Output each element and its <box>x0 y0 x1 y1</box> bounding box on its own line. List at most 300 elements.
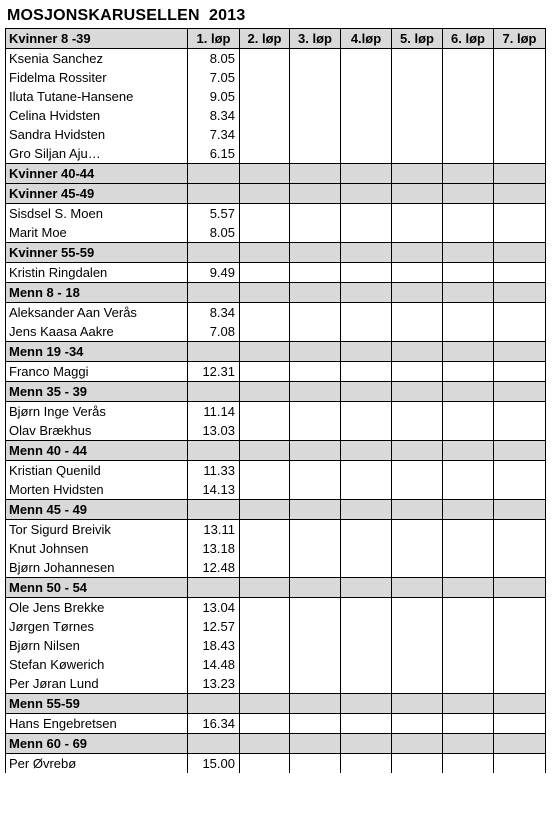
group-header-row <box>6 382 546 402</box>
group-header-cell <box>290 243 341 263</box>
group-header-cell <box>290 283 341 303</box>
table-row <box>6 421 546 441</box>
empty-time-cell <box>240 754 290 774</box>
empty-time-cell <box>290 144 341 164</box>
empty-time-cell <box>494 49 546 69</box>
column-header: 7. løp <box>494 29 546 49</box>
group-header-cell <box>443 734 494 754</box>
group-header-cell <box>341 164 392 184</box>
group-header-cell <box>392 164 443 184</box>
empty-time-cell <box>341 754 392 774</box>
empty-time-cell <box>392 402 443 422</box>
empty-time-cell <box>392 598 443 618</box>
group-header-cell <box>443 164 494 184</box>
group-header-cell <box>290 578 341 598</box>
group-header-row <box>6 342 546 362</box>
group-header-cell <box>188 578 240 598</box>
participant-name: Bjørn Inge Verås <box>6 402 188 422</box>
table-row <box>6 362 546 382</box>
group-header-cell <box>290 164 341 184</box>
empty-time-cell <box>240 322 290 342</box>
race-time: 7.08 <box>188 322 240 342</box>
race-time: 14.13 <box>188 480 240 500</box>
empty-time-cell <box>240 714 290 734</box>
column-header: 4.løp <box>341 29 392 49</box>
table-row <box>6 461 546 481</box>
participant-name: Per Jøran Lund <box>6 674 188 694</box>
group-label: Menn 40 - 44 <box>6 441 188 461</box>
race-time: 11.33 <box>188 461 240 481</box>
group-label: Kvinner 8 -39 <box>6 29 188 49</box>
empty-time-cell <box>494 106 546 125</box>
table-row <box>6 223 546 243</box>
table-row <box>6 322 546 342</box>
table-row <box>6 520 546 540</box>
empty-time-cell <box>240 362 290 382</box>
empty-time-cell <box>341 674 392 694</box>
empty-time-cell <box>341 402 392 422</box>
empty-time-cell <box>341 223 392 243</box>
empty-time-cell <box>341 655 392 674</box>
participant-name: Iluta Tutane-Hansene <box>6 87 188 106</box>
race-time: 12.48 <box>188 558 240 578</box>
table-row <box>6 263 546 283</box>
group-header-cell <box>392 184 443 204</box>
group-header-cell <box>392 500 443 520</box>
empty-time-cell <box>443 558 494 578</box>
group-header-cell <box>341 283 392 303</box>
group-label: Menn 19 -34 <box>6 342 188 362</box>
group-header-cell <box>443 382 494 402</box>
empty-time-cell <box>290 322 341 342</box>
race-time: 13.18 <box>188 539 240 558</box>
empty-time-cell <box>494 204 546 224</box>
empty-time-cell <box>290 402 341 422</box>
results-table-body <box>6 29 546 774</box>
participant-name: Marit Moe <box>6 223 188 243</box>
participant-name: Ole Jens Brekke <box>6 598 188 618</box>
empty-time-cell <box>494 303 546 323</box>
group-label: Menn 55-59 <box>6 694 188 714</box>
empty-time-cell <box>494 714 546 734</box>
empty-time-cell <box>443 322 494 342</box>
column-header: 5. løp <box>392 29 443 49</box>
empty-time-cell <box>240 68 290 87</box>
group-header-cell <box>494 441 546 461</box>
participant-name: Fidelma Rossiter <box>6 68 188 87</box>
empty-time-cell <box>240 674 290 694</box>
empty-time-cell <box>392 87 443 106</box>
empty-time-cell <box>341 87 392 106</box>
empty-time-cell <box>392 303 443 323</box>
group-header-cell <box>392 694 443 714</box>
group-header-cell <box>240 382 290 402</box>
empty-time-cell <box>494 558 546 578</box>
empty-time-cell <box>494 87 546 106</box>
empty-time-cell <box>392 617 443 636</box>
empty-time-cell <box>341 520 392 540</box>
group-header-cell <box>240 184 290 204</box>
empty-time-cell <box>443 362 494 382</box>
group-header-cell <box>240 342 290 362</box>
table-row <box>6 636 546 655</box>
group-header-cell <box>188 441 240 461</box>
group-header-cell <box>341 184 392 204</box>
group-header-cell <box>443 243 494 263</box>
empty-time-cell <box>290 480 341 500</box>
empty-time-cell <box>240 617 290 636</box>
race-time: 7.34 <box>188 125 240 144</box>
group-header-cell <box>443 283 494 303</box>
empty-time-cell <box>443 480 494 500</box>
empty-time-cell <box>494 144 546 164</box>
empty-time-cell <box>290 754 341 774</box>
empty-time-cell <box>443 144 494 164</box>
group-header-row <box>6 694 546 714</box>
group-header-cell <box>341 382 392 402</box>
empty-time-cell <box>240 598 290 618</box>
group-header-cell <box>240 164 290 184</box>
group-header-row <box>6 578 546 598</box>
empty-time-cell <box>240 303 290 323</box>
empty-time-cell <box>341 480 392 500</box>
empty-time-cell <box>392 144 443 164</box>
empty-time-cell <box>443 520 494 540</box>
group-label: Menn 35 - 39 <box>6 382 188 402</box>
participant-name: Gro Siljan Aju… <box>6 144 188 164</box>
empty-time-cell <box>494 461 546 481</box>
empty-time-cell <box>240 655 290 674</box>
participant-name: Sisdsel S. Moen <box>6 204 188 224</box>
empty-time-cell <box>443 87 494 106</box>
race-time: 8.05 <box>188 223 240 243</box>
empty-time-cell <box>494 125 546 144</box>
table-row <box>6 125 546 144</box>
participant-name: Knut Johnsen <box>6 539 188 558</box>
empty-time-cell <box>240 223 290 243</box>
table-row <box>6 144 546 164</box>
empty-time-cell <box>443 636 494 655</box>
participant-name: Bjørn Nilsen <box>6 636 188 655</box>
results-table <box>5 28 546 773</box>
race-time: 7.05 <box>188 68 240 87</box>
empty-time-cell <box>240 520 290 540</box>
participant-name: Morten Hvidsten <box>6 480 188 500</box>
empty-time-cell <box>392 68 443 87</box>
race-time: 12.57 <box>188 617 240 636</box>
group-header-cell <box>494 500 546 520</box>
participant-name: Kristian Quenild <box>6 461 188 481</box>
page-title: MOSJONSKARUSELLEN 2013 <box>7 7 246 24</box>
table-row <box>6 49 546 69</box>
group-header-cell <box>443 500 494 520</box>
race-time: 8.05 <box>188 49 240 69</box>
table-row <box>6 68 546 87</box>
empty-time-cell <box>290 617 341 636</box>
empty-time-cell <box>392 754 443 774</box>
column-header: 6. løp <box>443 29 494 49</box>
race-time: 5.57 <box>188 204 240 224</box>
group-header-cell <box>188 734 240 754</box>
group-header-cell <box>443 578 494 598</box>
group-label: Kvinner 55-59 <box>6 243 188 263</box>
participant-name: Jens Kaasa Aakre <box>6 322 188 342</box>
group-header-cell <box>290 734 341 754</box>
group-header-cell <box>240 500 290 520</box>
empty-time-cell <box>290 223 341 243</box>
empty-time-cell <box>392 204 443 224</box>
empty-time-cell <box>240 106 290 125</box>
column-header: 3. løp <box>290 29 341 49</box>
table-row <box>6 655 546 674</box>
participant-name: Kristin Ringdalen <box>6 263 188 283</box>
group-header-row <box>6 734 546 754</box>
table-row <box>6 598 546 618</box>
empty-time-cell <box>392 106 443 125</box>
table-row <box>6 480 546 500</box>
empty-time-cell <box>290 714 341 734</box>
group-header-cell <box>392 578 443 598</box>
group-header-cell <box>341 734 392 754</box>
group-header-cell <box>392 243 443 263</box>
group-header-cell <box>188 283 240 303</box>
group-header-cell <box>188 694 240 714</box>
empty-time-cell <box>290 461 341 481</box>
empty-time-cell <box>240 421 290 441</box>
empty-time-cell <box>341 636 392 655</box>
empty-time-cell <box>290 598 341 618</box>
empty-time-cell <box>494 598 546 618</box>
race-time: 15.00 <box>188 754 240 774</box>
participant-name: Ksenia Sanchez <box>6 49 188 69</box>
empty-time-cell <box>240 636 290 655</box>
empty-time-cell <box>240 49 290 69</box>
empty-time-cell <box>290 106 341 125</box>
empty-time-cell <box>290 303 341 323</box>
empty-time-cell <box>290 539 341 558</box>
empty-time-cell <box>392 480 443 500</box>
empty-time-cell <box>443 204 494 224</box>
empty-time-cell <box>443 402 494 422</box>
empty-time-cell <box>392 125 443 144</box>
race-time: 9.49 <box>188 263 240 283</box>
empty-time-cell <box>443 655 494 674</box>
group-header-cell <box>443 342 494 362</box>
participant-name: Franco Maggi <box>6 362 188 382</box>
empty-time-cell <box>240 125 290 144</box>
empty-time-cell <box>290 674 341 694</box>
group-header-cell <box>240 441 290 461</box>
empty-time-cell <box>341 421 392 441</box>
group-header-cell <box>341 243 392 263</box>
participant-name: Sandra Hvidsten <box>6 125 188 144</box>
empty-time-cell <box>290 655 341 674</box>
empty-time-cell <box>494 421 546 441</box>
empty-time-cell <box>240 558 290 578</box>
empty-time-cell <box>443 68 494 87</box>
empty-time-cell <box>240 480 290 500</box>
empty-time-cell <box>341 461 392 481</box>
empty-time-cell <box>392 539 443 558</box>
empty-time-cell <box>392 49 443 69</box>
group-label: Menn 50 - 54 <box>6 578 188 598</box>
empty-time-cell <box>494 480 546 500</box>
table-header-row <box>6 29 546 49</box>
race-time: 9.05 <box>188 87 240 106</box>
group-header-cell <box>341 500 392 520</box>
group-header-cell <box>494 382 546 402</box>
empty-time-cell <box>494 68 546 87</box>
race-time: 18.43 <box>188 636 240 655</box>
empty-time-cell <box>494 636 546 655</box>
participant-name: Per Øvrebø <box>6 754 188 774</box>
group-header-cell <box>240 578 290 598</box>
empty-time-cell <box>494 655 546 674</box>
empty-time-cell <box>341 49 392 69</box>
group-header-row <box>6 164 546 184</box>
empty-time-cell <box>494 322 546 342</box>
group-header-cell <box>188 342 240 362</box>
empty-time-cell <box>392 362 443 382</box>
empty-time-cell <box>392 674 443 694</box>
table-row <box>6 539 546 558</box>
empty-time-cell <box>494 539 546 558</box>
group-header-cell <box>443 441 494 461</box>
participant-name: Olav Brækhus <box>6 421 188 441</box>
participant-name: Celina Hvidsten <box>6 106 188 125</box>
group-header-cell <box>240 734 290 754</box>
group-header-cell <box>494 342 546 362</box>
race-time: 14.48 <box>188 655 240 674</box>
group-header-cell <box>188 500 240 520</box>
group-header-row <box>6 184 546 204</box>
group-header-row <box>6 500 546 520</box>
group-header-cell <box>392 283 443 303</box>
empty-time-cell <box>240 144 290 164</box>
empty-time-cell <box>341 303 392 323</box>
group-header-cell <box>392 342 443 362</box>
participant-name: Aleksander Aan Verås <box>6 303 188 323</box>
empty-time-cell <box>443 303 494 323</box>
empty-time-cell <box>341 558 392 578</box>
group-header-cell <box>494 164 546 184</box>
empty-time-cell <box>443 539 494 558</box>
empty-time-cell <box>341 125 392 144</box>
column-header: 1. løp <box>188 29 240 49</box>
group-header-cell <box>290 342 341 362</box>
group-header-cell <box>494 243 546 263</box>
participant-name: Jørgen Tørnes <box>6 617 188 636</box>
empty-time-cell <box>341 598 392 618</box>
table-row <box>6 303 546 323</box>
participant-name: Hans Engebretsen <box>6 714 188 734</box>
empty-time-cell <box>240 204 290 224</box>
empty-time-cell <box>443 49 494 69</box>
group-header-cell <box>494 184 546 204</box>
group-header-cell <box>341 441 392 461</box>
empty-time-cell <box>341 204 392 224</box>
race-time: 8.34 <box>188 303 240 323</box>
empty-time-cell <box>443 754 494 774</box>
group-header-cell <box>290 184 341 204</box>
table-row <box>6 674 546 694</box>
table-row <box>6 402 546 422</box>
empty-time-cell <box>443 263 494 283</box>
group-header-row <box>6 283 546 303</box>
empty-time-cell <box>341 617 392 636</box>
empty-time-cell <box>392 636 443 655</box>
group-header-cell <box>392 734 443 754</box>
empty-time-cell <box>240 402 290 422</box>
empty-time-cell <box>392 223 443 243</box>
empty-time-cell <box>341 322 392 342</box>
empty-time-cell <box>290 68 341 87</box>
empty-time-cell <box>341 263 392 283</box>
race-time: 6.15 <box>188 144 240 164</box>
empty-time-cell <box>494 362 546 382</box>
empty-time-cell <box>392 655 443 674</box>
empty-time-cell <box>240 263 290 283</box>
group-header-cell <box>341 694 392 714</box>
group-header-cell <box>341 578 392 598</box>
participant-name: Tor Sigurd Breivik <box>6 520 188 540</box>
race-time: 11.14 <box>188 402 240 422</box>
group-header-cell <box>392 441 443 461</box>
group-header-cell <box>341 342 392 362</box>
empty-time-cell <box>392 322 443 342</box>
table-row <box>6 87 546 106</box>
empty-time-cell <box>443 421 494 441</box>
empty-time-cell <box>290 421 341 441</box>
empty-time-cell <box>392 461 443 481</box>
empty-time-cell <box>443 674 494 694</box>
race-time: 13.23 <box>188 674 240 694</box>
participant-name: Bjørn Johannesen <box>6 558 188 578</box>
group-header-cell <box>188 184 240 204</box>
empty-time-cell <box>290 263 341 283</box>
empty-time-cell <box>392 714 443 734</box>
group-header-cell <box>494 734 546 754</box>
participant-name: Stefan Køwerich <box>6 655 188 674</box>
empty-time-cell <box>341 539 392 558</box>
table-row <box>6 106 546 125</box>
empty-time-cell <box>341 714 392 734</box>
empty-time-cell <box>494 674 546 694</box>
group-header-cell <box>188 243 240 263</box>
group-label: Kvinner 40-44 <box>6 164 188 184</box>
group-label: Menn 8 - 18 <box>6 283 188 303</box>
empty-time-cell <box>240 461 290 481</box>
group-header-cell <box>188 382 240 402</box>
empty-time-cell <box>443 125 494 144</box>
table-row <box>6 204 546 224</box>
empty-time-cell <box>494 402 546 422</box>
empty-time-cell <box>290 204 341 224</box>
group-label: Menn 45 - 49 <box>6 500 188 520</box>
group-header-cell <box>240 283 290 303</box>
column-header: 2. løp <box>240 29 290 49</box>
group-header-cell <box>443 184 494 204</box>
group-header-cell <box>188 164 240 184</box>
group-header-cell <box>494 578 546 598</box>
empty-time-cell <box>240 539 290 558</box>
empty-time-cell <box>494 520 546 540</box>
group-header-cell <box>290 500 341 520</box>
empty-time-cell <box>290 558 341 578</box>
group-header-row <box>6 441 546 461</box>
empty-time-cell <box>443 106 494 125</box>
empty-time-cell <box>290 49 341 69</box>
